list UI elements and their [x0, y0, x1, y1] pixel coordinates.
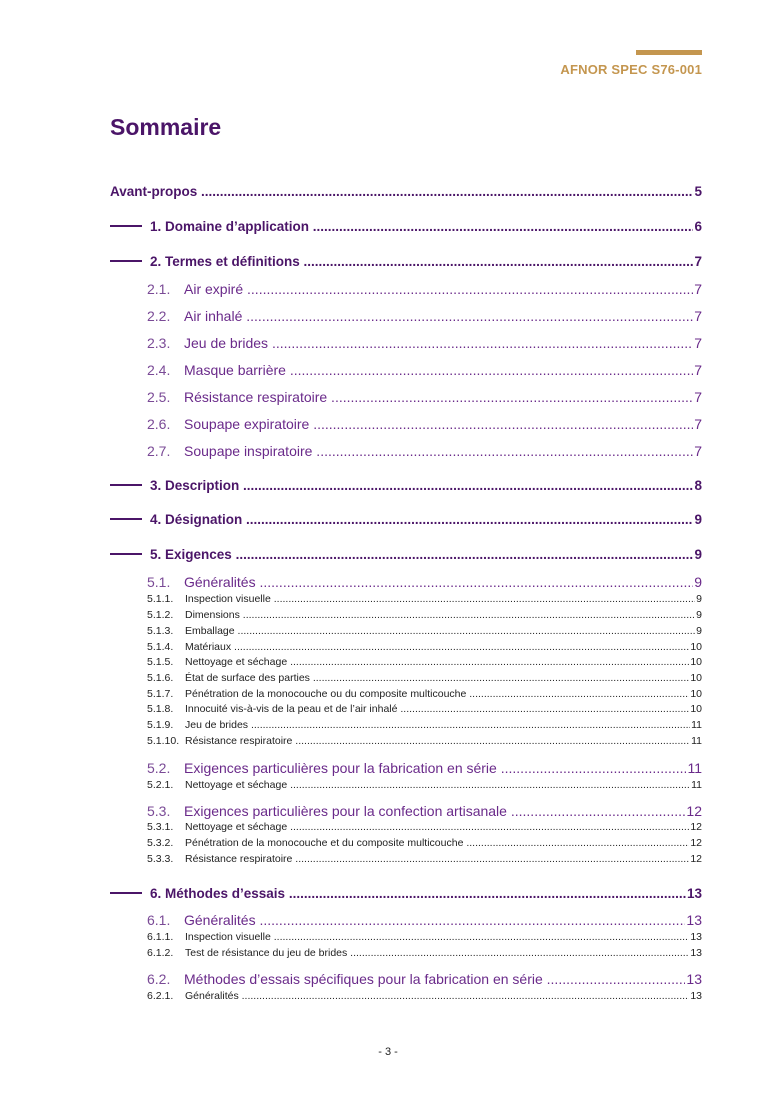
toc-entry-number: 6.1.: [147, 912, 171, 928]
page-title: Sommaire: [110, 114, 222, 140]
toc-entry-page: 12: [690, 853, 702, 865]
toc-entry-label: [147, 593, 695, 605]
toc-entry-title: Soupape expiratoire: [184, 416, 310, 432]
toc-entry-page: 12: [690, 837, 702, 849]
toc-entry-number: 2.: [150, 254, 166, 269]
toc-entry[interactable]: [110, 281, 702, 297]
heading-dash-icon: [110, 518, 142, 520]
toc-entry-page: 12: [686, 803, 702, 819]
toc-entry-title: Termes et définitions: [165, 254, 300, 269]
toc-entry-number: 6.: [150, 886, 166, 901]
toc-entry-page: 9: [696, 609, 702, 621]
toc-entry-label: [110, 886, 686, 901]
toc-entry[interactable]: [110, 656, 702, 668]
toc-entry-page: 6: [694, 219, 702, 234]
toc-entry-page: 7: [694, 254, 702, 269]
toc-entry-number: 5.1.10.: [147, 735, 180, 747]
toc-entry-page: 13: [690, 947, 702, 959]
toc-entry-label: [147, 735, 690, 747]
toc-entry-label: [147, 837, 689, 849]
toc-entry-title: Matériaux: [185, 641, 232, 653]
toc-entry[interactable]: [110, 760, 702, 776]
toc-entry-label: [147, 389, 693, 405]
toc-entry-number: 5.1.4.: [147, 641, 174, 653]
toc-entry-number: 5.: [150, 547, 166, 562]
toc-entry[interactable]: [110, 931, 702, 943]
toc-entry-number: 5.1.1.: [147, 593, 174, 605]
toc-entry[interactable]: [110, 219, 702, 234]
toc-entry-title: Désignation: [165, 512, 243, 527]
toc-entry[interactable]: [110, 971, 702, 987]
toc-entry[interactable]: [110, 853, 702, 865]
toc-entry-label: [147, 609, 695, 621]
toc-entry-page: 7: [694, 416, 702, 432]
toc-entry-label: [147, 703, 689, 715]
toc-entry-page: 13: [690, 931, 702, 943]
toc-entry-page: 7: [694, 362, 702, 378]
toc-entry-number: 6.1.2.: [147, 947, 174, 959]
heading-dash-icon: [110, 225, 142, 227]
toc-entry-title: Résistance respiratoire: [185, 853, 293, 865]
toc-entry-number: 5.1.6.: [147, 672, 174, 684]
toc-entry-number: 5.3.1.: [147, 821, 174, 833]
toc-entry[interactable]: [110, 688, 702, 700]
toc-entry-title: Innocuité vis-à-vis de la peau et de l’air inhalé: [185, 703, 398, 715]
toc-entry[interactable]: [110, 593, 702, 605]
toc-entry-title: Inspection visuelle: [185, 593, 271, 605]
toc-entry-page: 13: [686, 971, 702, 987]
toc-entry[interactable]: [110, 821, 702, 833]
toc-entry-title: Exigences: [165, 547, 232, 562]
toc-entry-page: 7: [694, 335, 702, 351]
toc-entry-page: 11: [691, 779, 702, 791]
toc-entry-number: 5.3.: [147, 803, 171, 819]
toc-entry-page: 13: [686, 912, 702, 928]
toc-entry-label: [147, 803, 685, 819]
toc-entry-title: Généralités: [185, 990, 239, 1002]
toc-entry-label: [147, 853, 689, 865]
toc-entry-label: [147, 308, 693, 324]
toc-entry-label: [147, 821, 689, 833]
toc-entry[interactable]: [110, 389, 702, 405]
toc-entry-page: 11: [691, 719, 702, 731]
toc-entry-number: 6.2.1.: [147, 990, 174, 1002]
toc-entry-number: 5.3.2.: [147, 837, 174, 849]
toc-entry-title: Air expiré: [184, 281, 244, 297]
toc-entry[interactable]: [110, 184, 702, 199]
toc-entry-number: 5.1.9.: [147, 719, 174, 731]
toc-entry-page: 7: [694, 281, 702, 297]
toc-entry-number: 1.: [150, 219, 166, 234]
page-number: - 3 -: [378, 1046, 398, 1058]
toc-entry-number: 6.1.1.: [147, 931, 174, 943]
toc-entry[interactable]: [110, 803, 702, 819]
toc-entry-title: Exigences particulières pour la fabrication en série: [184, 760, 497, 776]
heading-dash-icon: [110, 553, 142, 555]
toc-entry-label: [147, 931, 689, 943]
toc-entry[interactable]: [110, 335, 702, 351]
toc-entry-page: 8: [694, 478, 702, 493]
toc-entry-number: 5.1.8.: [147, 703, 174, 715]
toc-entry-label: [147, 971, 685, 987]
toc-entry-label: [147, 990, 689, 1002]
toc-entry-label: [147, 335, 693, 351]
toc-entry-number: 2.2.: [147, 308, 171, 324]
toc-entry-label: [147, 719, 690, 731]
toc-entry-title: Nettoyage et séchage: [185, 779, 288, 791]
toc-entry-title: Domaine d’application: [165, 219, 310, 234]
toc-entry-label: [147, 574, 693, 590]
toc-entry-label: [147, 912, 685, 928]
toc-entry-page: 9: [696, 593, 702, 605]
toc-entry[interactable]: [110, 779, 702, 791]
heading-dash-icon: [110, 892, 142, 894]
toc-entry-label: [147, 625, 695, 637]
toc-entry-page: 11: [691, 735, 702, 747]
toc-entry-page: 7: [694, 443, 702, 459]
toc-entry-label: [147, 947, 689, 959]
toc-entry[interactable]: [110, 416, 702, 432]
document-reference: AFNOR SPEC S76-001: [560, 62, 702, 77]
toc-entry-title: Avant-propos: [110, 184, 198, 199]
toc-entry[interactable]: [110, 574, 702, 590]
toc-entry-title: Air inhalé: [184, 308, 243, 324]
toc-entry-page: 10: [690, 641, 702, 653]
toc-entry-number: 2.6.: [147, 416, 171, 432]
toc-entry[interactable]: [110, 947, 702, 959]
toc-entry-title: Nettoyage et séchage: [185, 821, 288, 833]
toc-entry[interactable]: [110, 362, 702, 378]
toc-entry-title: Généralités: [184, 912, 256, 928]
toc-entry-label: [110, 512, 693, 527]
toc-entry-label: [147, 281, 693, 297]
toc-entry-number: 5.1.7.: [147, 688, 174, 700]
toc-entry-label: [147, 641, 689, 653]
toc-entry[interactable]: [110, 837, 702, 849]
toc-entry-title: Dimensions: [185, 609, 240, 621]
header-accent-bar: [636, 50, 702, 55]
toc-entry-title: Soupape inspiratoire: [184, 443, 313, 459]
toc-entry[interactable]: [110, 625, 702, 637]
toc-entry-title: État de surface des parties: [185, 672, 310, 684]
toc-entry-title: Masque barrière: [184, 362, 286, 378]
toc-entry-title: Pénétration de la monocouche ou du composite multicouche: [185, 688, 467, 700]
toc-entry-title: Nettoyage et séchage: [185, 656, 288, 668]
toc-entry-number: 5.1.: [147, 574, 171, 590]
toc-entry-page: 13: [686, 886, 702, 901]
toc-entry-number: 2.5.: [147, 389, 171, 405]
toc-entry[interactable]: [110, 672, 702, 684]
toc-entry-title: Méthodes d’essais: [165, 886, 286, 901]
toc-entry[interactable]: [110, 990, 702, 1002]
toc-entry-number: 4.: [150, 512, 166, 527]
toc-entry-page: 9: [696, 625, 702, 637]
toc-entry[interactable]: [110, 886, 702, 901]
toc-entry-number: 3.: [150, 478, 166, 493]
toc-entry[interactable]: [110, 254, 702, 269]
toc-entry-label: [147, 688, 689, 700]
toc-entry-page: 5: [694, 184, 702, 199]
toc-entry-page: 9: [694, 574, 702, 590]
toc-entry-page: 10: [690, 672, 702, 684]
toc-entry-title: Test de résistance du jeu de brides: [185, 947, 348, 959]
toc-entry-title: Résistance respiratoire: [184, 389, 328, 405]
toc-entry-label: [110, 184, 693, 199]
toc-entry-page: 7: [694, 389, 702, 405]
toc-entry-number: 5.2.1.: [147, 779, 174, 791]
toc-entry-number: 5.3.3.: [147, 853, 174, 865]
toc-entry[interactable]: [110, 703, 702, 715]
toc-entry[interactable]: [110, 478, 702, 493]
toc-entry-page: 11: [687, 760, 702, 776]
toc-entry-number: 2.4.: [147, 362, 171, 378]
toc-entry[interactable]: [110, 641, 702, 653]
toc-entry-title: Résistance respiratoire: [185, 735, 293, 747]
toc-entry-label: [147, 779, 690, 791]
toc-entry[interactable]: [110, 719, 702, 731]
toc-entry-page: 9: [694, 512, 702, 527]
heading-dash-icon: [110, 484, 142, 486]
toc-entry-number: 6.2.: [147, 971, 171, 987]
toc-entry-title: Méthodes d’essais spécifiques pour la fabrication en série: [184, 971, 543, 987]
toc-entry-title: Généralités: [184, 574, 256, 590]
toc-entry-title: Jeu de brides: [185, 719, 249, 731]
toc-entry-label: [147, 672, 689, 684]
toc-entry-label: [147, 760, 686, 776]
toc-entry-number: 2.3.: [147, 335, 171, 351]
toc-entry-label: [110, 219, 693, 234]
toc-entry-number: 2.7.: [147, 443, 171, 459]
toc-entry-page: 10: [690, 656, 702, 668]
toc-entry[interactable]: [110, 735, 702, 747]
toc-entry-title: Exigences particulières pour la confection artisanale: [184, 803, 507, 819]
toc-entry-number: 5.1.3.: [147, 625, 174, 637]
toc-entry-number: 2.1.: [147, 281, 171, 297]
toc-entry-label: [147, 362, 693, 378]
toc-entry-title: Description: [165, 478, 240, 493]
toc-entry[interactable]: [110, 912, 702, 928]
toc-entry[interactable]: [110, 308, 702, 324]
heading-dash-icon: [110, 260, 142, 262]
toc-entry[interactable]: [110, 512, 702, 527]
toc-entry-title: Pénétration de la monocouche et du composite multicouche: [185, 837, 464, 849]
toc-entry-label: [147, 656, 689, 668]
toc-entry-page: 10: [690, 688, 702, 700]
toc-entry[interactable]: [110, 443, 702, 459]
toc-entry-page: 12: [690, 821, 702, 833]
toc-entry-page: 9: [694, 547, 702, 562]
toc-entry[interactable]: [110, 547, 702, 562]
toc-entry-title: Emballage: [185, 625, 235, 637]
toc-entry-number: 5.1.2.: [147, 609, 174, 621]
toc-entry-number: 5.2.: [147, 760, 171, 776]
toc-entry-title: Jeu de brides: [184, 335, 269, 351]
toc-entry-page: 10: [690, 703, 702, 715]
toc-entry-label: [147, 416, 693, 432]
toc-entry-title: Inspection visuelle: [185, 931, 271, 943]
toc-entry-page: 7: [694, 308, 702, 324]
toc-entry-page: 13: [690, 990, 702, 1002]
toc-entry-label: [110, 254, 693, 269]
toc-entry-label: [110, 547, 693, 562]
toc-entry-label: [110, 478, 693, 493]
toc-entry[interactable]: [110, 609, 702, 621]
toc-entry-number: 5.1.5.: [147, 656, 174, 668]
toc-entry-label: [147, 443, 693, 459]
